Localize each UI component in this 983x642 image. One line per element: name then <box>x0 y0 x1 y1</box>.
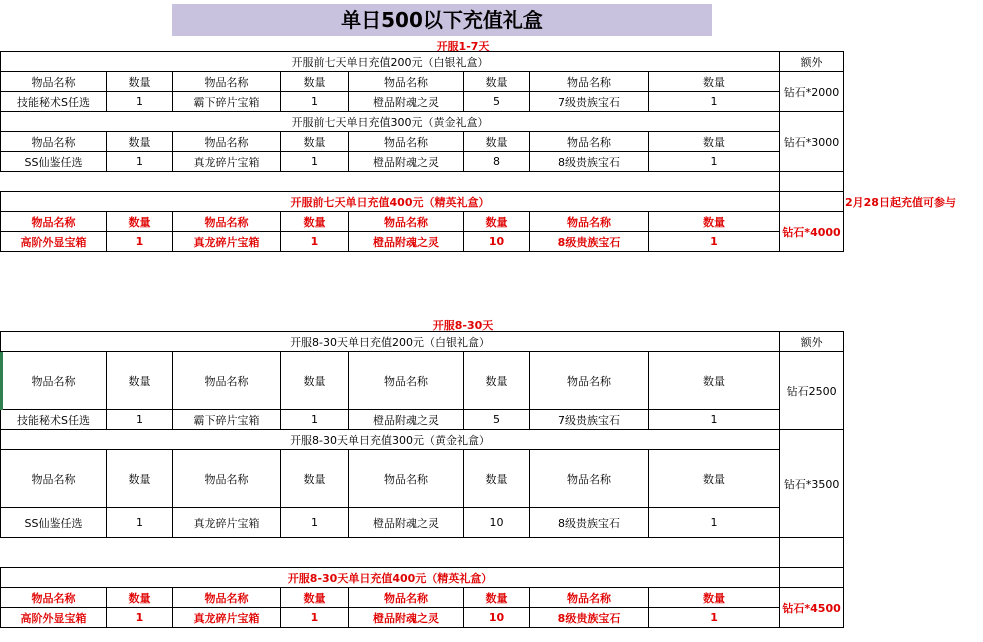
col-item-name: 物品名称 <box>173 132 281 152</box>
col-item-name: 物品名称 <box>1 132 107 152</box>
col-qty: 数量 <box>281 212 349 232</box>
col-item-name: 物品名称 <box>173 352 281 410</box>
table-row <box>1 608 844 628</box>
cell: 10 <box>464 608 530 628</box>
cell: 1 <box>107 152 173 172</box>
col-qty: 数量 <box>464 212 530 232</box>
col-item-name: 物品名称 <box>530 212 649 232</box>
cell: 1 <box>649 410 780 430</box>
cell: 7级贵族宝石 <box>530 92 649 112</box>
col-qty: 数量 <box>107 132 173 152</box>
col-qty: 数量 <box>464 450 530 508</box>
block-header: 开服8-30天单日充值300元（黄金礼盒） <box>1 430 780 450</box>
col-item-name: 物品名称 <box>530 450 649 508</box>
block-header: 开服前七天单日充值400元（精英礼盒） <box>1 192 780 212</box>
cell: 1 <box>107 608 173 628</box>
cell: 1 <box>107 92 173 112</box>
cell: 真龙碎片宝箱 <box>173 232 281 252</box>
cell: 8级贵族宝石 <box>530 152 649 172</box>
col-item-name: 物品名称 <box>173 588 281 608</box>
extra-value: 钻石*2000 <box>780 72 844 112</box>
cell: 1 <box>107 508 173 538</box>
page-title: 单日500以下充值礼盒 <box>172 4 712 36</box>
col-item-name: 物品名称 <box>173 450 281 508</box>
cell: 1 <box>281 232 349 252</box>
cell: 橙品附魂之灵 <box>349 232 464 252</box>
cell: 技能秘术S任选 <box>1 410 107 430</box>
col-item-name: 物品名称 <box>173 212 281 232</box>
col-item-name: 物品名称 <box>530 352 649 410</box>
spacer <box>780 538 844 568</box>
cell: 1 <box>107 410 173 430</box>
cell: 1 <box>649 508 780 538</box>
cell: 1 <box>649 92 780 112</box>
extra-value: 钻石*3500 <box>780 430 844 538</box>
cell: 1 <box>649 232 780 252</box>
cell: 霸下碎片宝箱 <box>173 410 281 430</box>
col-qty: 数量 <box>464 352 530 410</box>
col-item-name: 物品名称 <box>1 450 107 508</box>
cell: 1 <box>649 608 780 628</box>
col-qty: 数量 <box>281 588 349 608</box>
col-qty: 数量 <box>649 588 780 608</box>
cell: 1 <box>281 608 349 628</box>
cell: 1 <box>281 92 349 112</box>
block-header: 开服前七天单日充值200元（白银礼盒） <box>1 52 780 72</box>
col-item-name: 物品名称 <box>1 352 107 410</box>
col-qty: 数量 <box>649 132 780 152</box>
col-item-name: 物品名称 <box>530 588 649 608</box>
col-item-name: 物品名称 <box>530 72 649 92</box>
extra-empty <box>780 568 844 588</box>
cell: 技能秘术S任选 <box>1 92 107 112</box>
cell: 橙品附魂之灵 <box>349 410 464 430</box>
table-row <box>1 152 844 172</box>
cell-selection-marker <box>0 352 3 410</box>
block-header: 开服前七天单日充值300元（黄金礼盒） <box>1 112 780 132</box>
col-qty: 数量 <box>107 72 173 92</box>
cell: 霸下碎片宝箱 <box>173 92 281 112</box>
col-qty: 数量 <box>649 72 780 92</box>
cell: 1 <box>281 410 349 430</box>
col-item-name: 物品名称 <box>1 72 107 92</box>
extra-header: 额外 <box>780 332 844 352</box>
section-1-label: 开服1-7天 <box>436 40 490 53</box>
cell: 橙品附魂之灵 <box>349 152 464 172</box>
col-item-name: 物品名称 <box>530 132 649 152</box>
col-qty: 数量 <box>107 212 173 232</box>
col-qty: 数量 <box>107 588 173 608</box>
col-item-name: 物品名称 <box>173 72 281 92</box>
table-row <box>1 410 844 430</box>
section-2-label: 开服8-30天 <box>432 319 494 332</box>
extra-value: 钻石2500 <box>780 352 844 430</box>
cell: 高阶外显宝箱 <box>1 232 107 252</box>
cell: SS仙鉴任选 <box>1 152 107 172</box>
cell: 7级贵族宝石 <box>530 410 649 430</box>
table-row <box>1 92 844 112</box>
col-qty: 数量 <box>281 132 349 152</box>
col-qty: 数量 <box>107 450 173 508</box>
col-item-name: 物品名称 <box>349 212 464 232</box>
cell: 1 <box>107 232 173 252</box>
table-row <box>1 232 844 252</box>
col-qty: 数量 <box>649 352 780 410</box>
col-qty: 数量 <box>464 72 530 92</box>
col-qty: 数量 <box>281 450 349 508</box>
cell: 真龙碎片宝箱 <box>173 608 281 628</box>
cell: 10 <box>464 508 530 538</box>
cell: 8级贵族宝石 <box>530 232 649 252</box>
col-qty: 数量 <box>281 352 349 410</box>
col-qty: 数量 <box>464 588 530 608</box>
cell: 8级贵族宝石 <box>530 508 649 538</box>
cell: 8级贵族宝石 <box>530 608 649 628</box>
col-item-name: 物品名称 <box>349 72 464 92</box>
col-qty: 数量 <box>649 450 780 508</box>
col-item-name: 物品名称 <box>349 132 464 152</box>
spacer <box>1 172 780 192</box>
col-item-name: 物品名称 <box>1 588 107 608</box>
col-item-name: 物品名称 <box>349 588 464 608</box>
col-item-name: 物品名称 <box>349 352 464 410</box>
cell: 1 <box>281 152 349 172</box>
extra-value: 钻石*4500 <box>780 588 844 628</box>
section-1-table <box>0 51 844 252</box>
section-2-table <box>0 331 844 628</box>
extra-value: 钻石*4000 <box>780 212 844 252</box>
col-item-name: 物品名称 <box>349 450 464 508</box>
cell: 5 <box>464 92 530 112</box>
cell: 橙品附魂之灵 <box>349 92 464 112</box>
cell: 5 <box>464 410 530 430</box>
col-qty: 数量 <box>464 132 530 152</box>
cell: 橙品附魂之灵 <box>349 508 464 538</box>
extra-value: 钻石*3000 <box>780 112 844 172</box>
participation-note: 2月28日起充值可参与 <box>845 196 956 209</box>
spacer <box>780 172 844 192</box>
cell: 1 <box>649 152 780 172</box>
cell: 真龙碎片宝箱 <box>173 152 281 172</box>
col-qty: 数量 <box>649 212 780 232</box>
col-qty: 数量 <box>281 72 349 92</box>
block-header: 开服8-30天单日充值200元（白银礼盒） <box>1 332 780 352</box>
extra-empty <box>780 192 844 212</box>
cell: SS仙鉴任选 <box>1 508 107 538</box>
spacer <box>1 538 780 568</box>
cell: 8 <box>464 152 530 172</box>
col-qty: 数量 <box>107 352 173 410</box>
cell: 真龙碎片宝箱 <box>173 508 281 538</box>
cell: 橙品附魂之灵 <box>349 608 464 628</box>
col-item-name: 物品名称 <box>1 212 107 232</box>
extra-header: 额外 <box>780 52 844 72</box>
table-row <box>1 508 844 538</box>
block-header: 开服8-30天单日充值400元（精英礼盒） <box>1 568 780 588</box>
cell: 1 <box>281 508 349 538</box>
cell: 10 <box>464 232 530 252</box>
cell: 高阶外显宝箱 <box>1 608 107 628</box>
